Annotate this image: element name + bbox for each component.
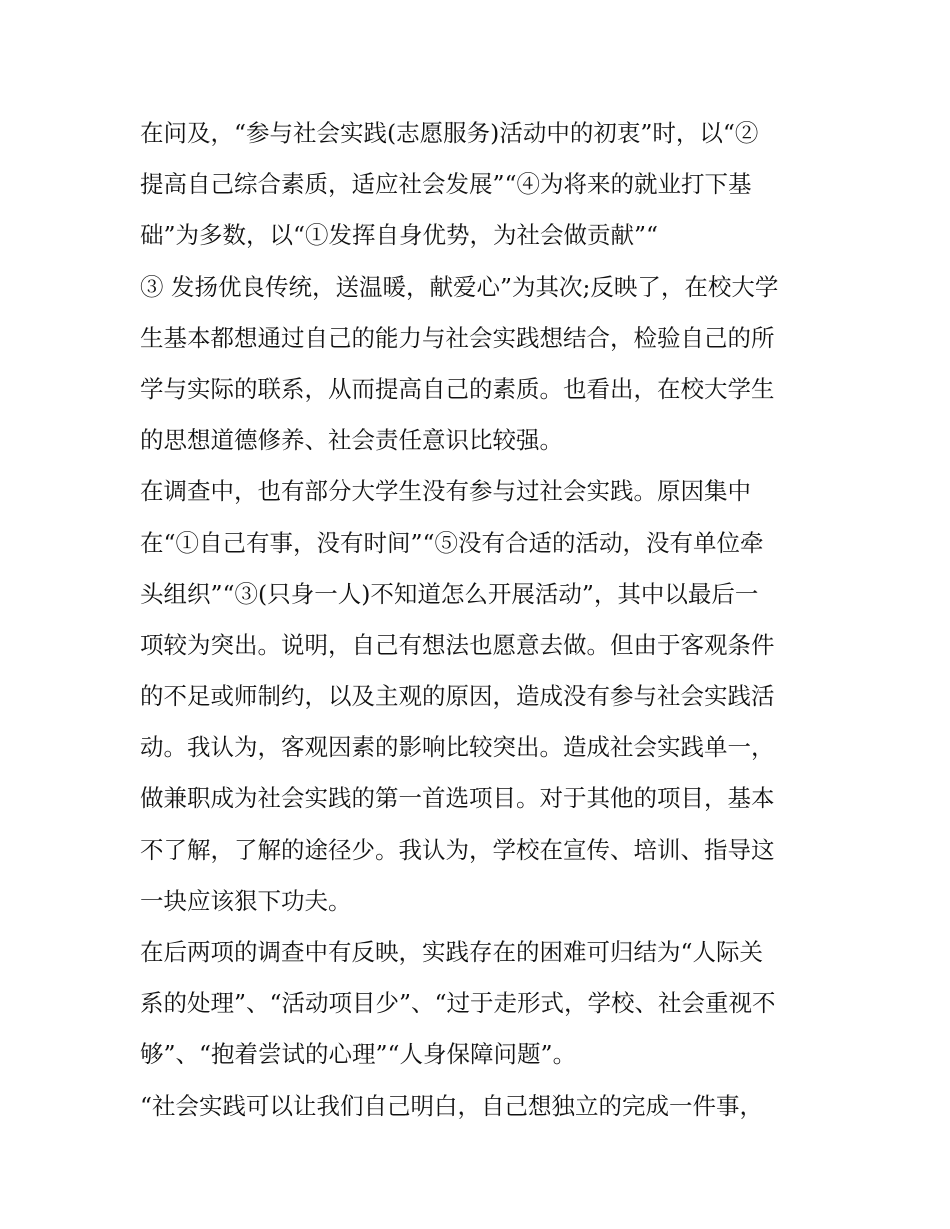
text-line: 头组织”“③(只身一人)不知道怎么开展活动”，其中以最后一 — [140, 579, 759, 608]
text-line: 础”为多数，以“①发挥自身优势，为社会做贡献”“ — [140, 221, 659, 250]
text-line: 的不足或师制约，以及主观的原因，造成没有参与社会实践活 — [140, 682, 775, 711]
text-line: “社会实践可以让我们自己明白，自己想独立的完成一件事， — [140, 1091, 764, 1120]
text-line: 在后两项的调查中有反映，实践存在的困难可归结为“人际关 — [140, 938, 764, 966]
text-line: 不了解，了解的途径少。我认为，学校在宣传、培训、指导这 — [140, 835, 775, 864]
text-line: 做兼职成为社会实践的第一首选项目。对于其他的项目，基本 — [140, 784, 775, 813]
text-line: ③ 发扬优良传统，送温暖，献爱心”为其次;反映了，在校大学 — [140, 272, 779, 301]
text-line: 在问及，“参与社会实践(志愿服务)活动中的初衷”时，以“② — [140, 119, 759, 147]
text-line: 在调查中，也有部分大学生没有参与过社会实践。原因集中 — [140, 477, 751, 506]
text-line: 的思想道德修养、社会责任意识比较强。 — [140, 426, 563, 455]
text-line: 一块应该狠下功夫。 — [140, 886, 352, 915]
document-body — [140, 108, 820, 1132]
text-line: 提高自己综合素质，适应社会发展”“④为将来的就业打下基 — [140, 170, 752, 199]
text-line: 在“①自己有事，没有时间”“⑤没有合适的活动，没有单位牵 — [140, 528, 764, 557]
text-line: 够”、“抱着尝试的心理”“人身保障问题”。 — [140, 1040, 577, 1069]
text-line: 系的处理”、“活动项目少”、“过于走形式，学校、社会重视不 — [140, 989, 776, 1018]
text-line: 学与实际的联系，从而提高自己的素质。也看出，在校大学生 — [140, 374, 775, 403]
text-line: 项较为突出。说明，自己有想法也愿意去做。但由于客观条件 — [140, 630, 775, 659]
text-line: 动。我认为，客观因素的影响比较突出。造成社会实践单一， — [140, 733, 775, 762]
text-line: 生基本都想通过自己的能力与社会实践想结合，检验自己的所 — [140, 323, 775, 352]
